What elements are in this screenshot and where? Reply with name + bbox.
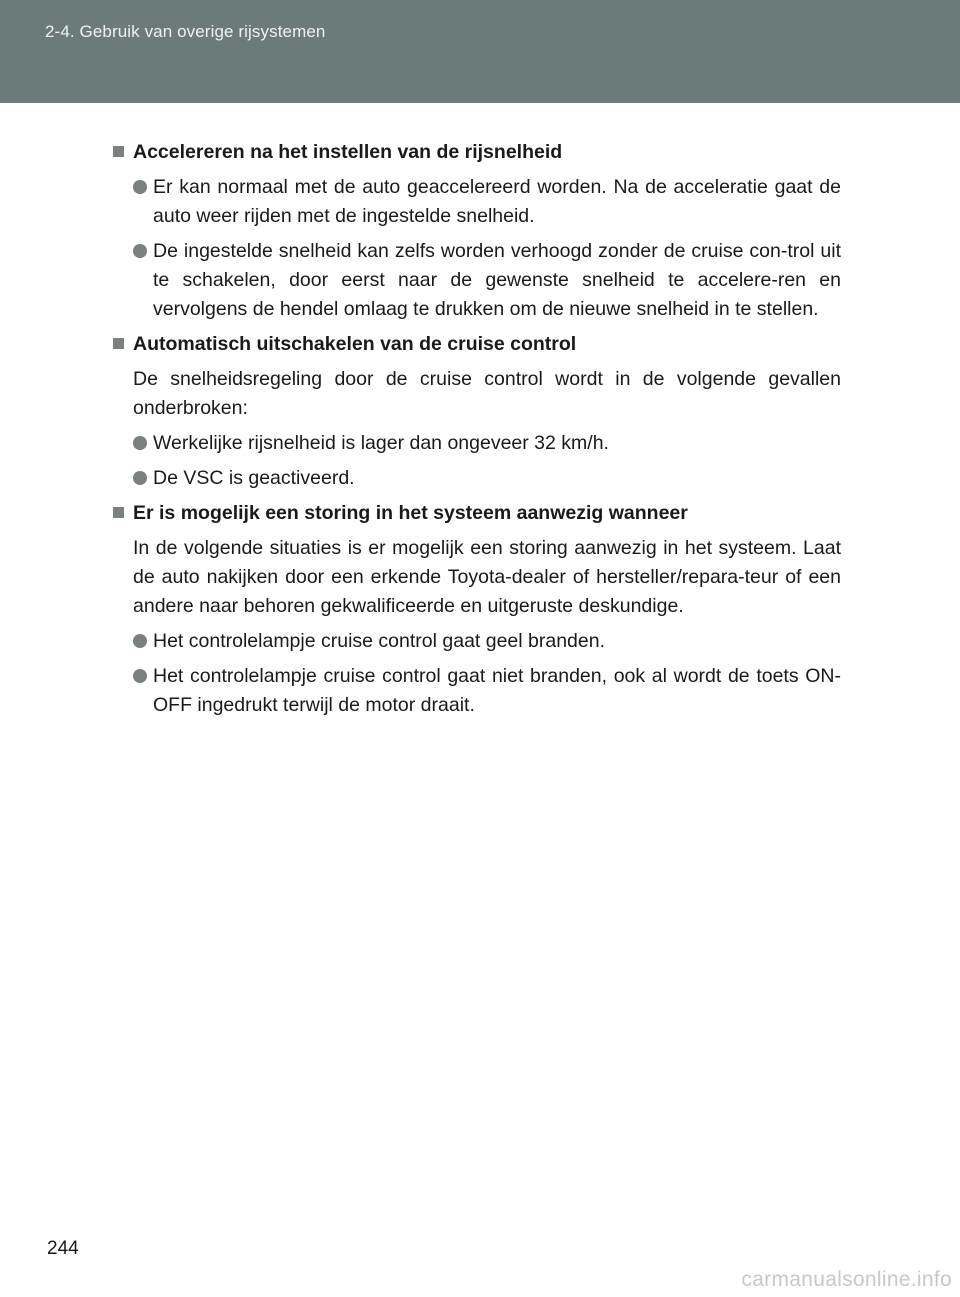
- section-auto-cancel: [113, 330, 841, 493]
- section-heading-text: Er is mogelijk een storing in het systeem aanwezig wanneer: [133, 502, 688, 524]
- list-item-text: De VSC is geactiveerd.: [153, 467, 355, 489]
- square-bullet-icon: [113, 146, 124, 157]
- list-item: [133, 173, 841, 231]
- list-item-text: Het controlelampje cruise control gaat niet branden, ook al wordt de toets ON-OFF ingedrukt terwijl de motor draait.: [153, 665, 841, 716]
- section-accelerating: [113, 138, 841, 324]
- section-intro: De snelheidsregeling door de cruise control wordt in de volgende gevallen onderbroken:: [133, 368, 841, 419]
- section-heading-text: Automatisch uitschakelen van de cruise control: [133, 333, 577, 355]
- watermark: carmanualsonline.info: [741, 1268, 952, 1291]
- list-item-text: Er kan normaal met de auto geaccelereerd worden. Na de acceleratie gaat de auto weer rijden met de ingestelde snelheid.: [153, 176, 841, 227]
- list-item: [133, 429, 841, 458]
- round-bullet-icon: [133, 634, 147, 648]
- list-item: [133, 237, 841, 324]
- square-bullet-icon: [113, 507, 124, 518]
- round-bullet-icon: [133, 244, 147, 258]
- section-heading-text: Accelereren na het instellen van de rijsnelheid: [133, 141, 563, 163]
- list-item: [133, 662, 841, 720]
- round-bullet-icon: [133, 180, 147, 194]
- list-item: [133, 627, 841, 656]
- list-item-text: Werkelijke rijsnelheid is lager dan ongeveer 32 km/h.: [153, 432, 609, 454]
- section-intro: In de volgende situaties is er mogelijk een storing aanwezig in het systeem. Laat de auto nakijken door een erkende Toyota-dealer of hersteller/repara-teur of een andere naar behoren gekwalificeerde en uitgeruste deskundige.: [133, 537, 841, 617]
- chapter-header-bar: [0, 0, 960, 103]
- section-heading: [113, 138, 841, 167]
- list-item-text: Het controlelampje cruise control gaat geel branden.: [153, 630, 606, 652]
- page-number: 244: [47, 1238, 79, 1259]
- chapter-title: 2-4. Gebruik van overige rijsystemen: [45, 22, 326, 41]
- list-item: [133, 464, 841, 493]
- round-bullet-icon: [133, 436, 147, 450]
- section-heading: [113, 499, 841, 528]
- round-bullet-icon: [133, 471, 147, 485]
- square-bullet-icon: [113, 338, 124, 349]
- list-item-text: De ingestelde snelheid kan zelfs worden verhoogd zonder de cruise con-trol uit te schakelen, door eerst naar de gewenste snelheid te accelere-ren en vervolgens de hendel omlaag te drukken om de nieuwe snelheid in te stellen.: [153, 240, 841, 320]
- page-content: [113, 138, 841, 726]
- section-malfunction: [113, 499, 841, 720]
- round-bullet-icon: [133, 669, 147, 683]
- section-heading: [113, 330, 841, 359]
